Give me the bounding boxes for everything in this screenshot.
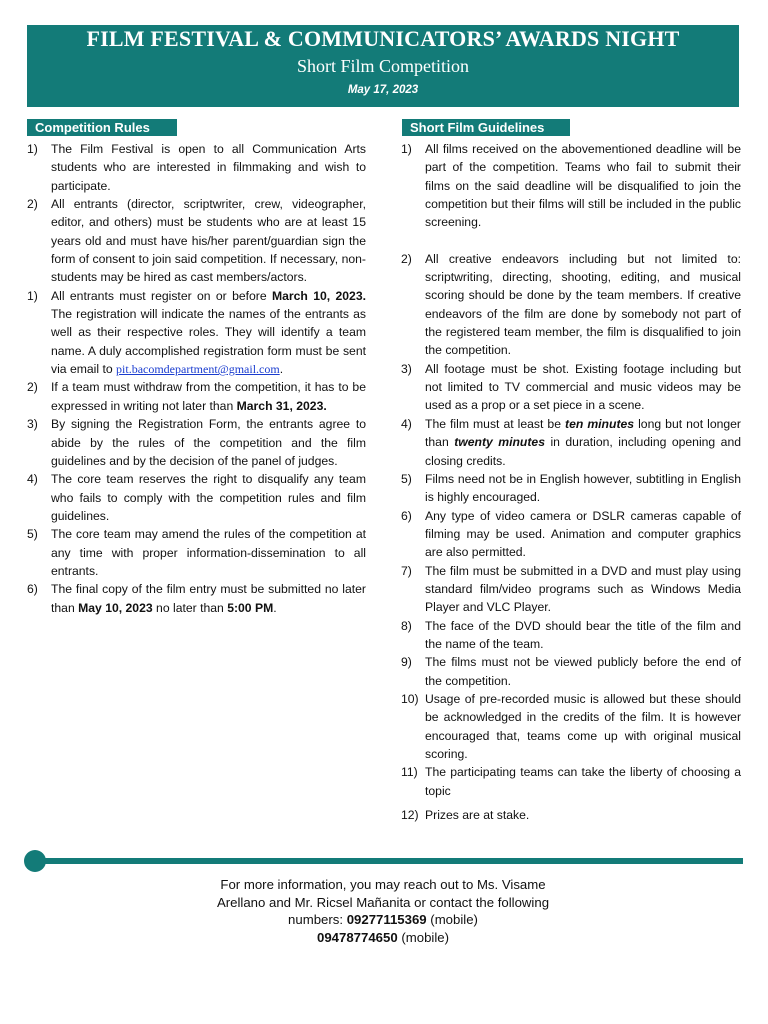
rule-item-number: 6) [27,582,38,597]
guideline-item-number: 1) [401,142,412,156]
guideline-item-text: Films need not be in English however, subtitling in English is highly encouraged. [425,471,741,505]
guideline-item-number: 2) [401,251,412,266]
guideline-item [401,690,741,763]
guideline-item-text: All footage must be shot. Existing footage including but not limited to TV commercial and music videos may be used as a prop or a set piece in a scene. [425,361,741,413]
guideline-item [401,562,741,617]
email-link[interactable]: pit.bacomdepartment@gmail.com [116,362,280,377]
rule-item-number: 1) [27,142,38,156]
contact-footer [150,876,616,946]
guideline-item-text: Prizes are at stake. [425,808,530,823]
guideline-item-number: 9) [401,655,412,670]
guideline-item-text: The participating teams can take the liberty of choosing a topic [425,765,741,798]
rule-item-text: The core team may amend the rules of the competition at any time with proper information-dissemination to all entrants. [51,527,366,578]
rule-item-number: 1) [27,288,38,303]
contact-line-2: Arellano and Mr. Ricsel Mañanita or contact the following [216,894,550,910]
rule-item [27,195,366,287]
short-film-guidelines-column [401,140,741,824]
event-date: May 17, 2023 [347,84,419,96]
contact-line-4 [150,929,616,947]
rule-item-text: May 10, 2023 [78,600,153,615]
rule-item [27,580,366,617]
short-film-guidelines-list [401,140,741,824]
rule-item-text: 5:00 PM [227,600,274,615]
rule-item [27,287,366,379]
guideline-item [401,763,741,800]
guideline-item [401,507,741,562]
mobile-label-1: (mobile) [426,912,478,927]
rule-item-text: The registration will indicate the names of the entrants as well as their respective roles. They will identify a team name. A duly accomplished registration form must be sent via email to [51,307,366,377]
guideline-item-number: 12) [401,808,419,823]
guideline-item-number: 3) [401,361,412,376]
rule-item-text: March 31, 2023. [236,398,327,413]
guideline-item-text: Usage of pre-recorded music is allowed but these should be acknowledged in the credits of the film. It is however encouraged that, teams come up with original musical scoring. [425,691,741,761]
guideline-item-text: The films must not be viewed publicly before the end of the competition. [425,655,741,688]
rule-item-text: By signing the Registration Form, the entrants agree to abide by the rules of the competition and the film guidelines and by the decision of the panel of judges. [51,417,366,468]
rule-item-text: All entrants (director, scriptwriter, crew, videographer, editor, and others) must be students who are at least 15 years old and must have his/her parent/guardian sign the form of consent to join said competition. If necessary, non-students may be hired as cast members/actors. [51,197,366,285]
divider-line [36,858,743,864]
guideline-item [401,415,741,470]
guideline-item-text: twenty minutes [454,435,545,450]
rule-item-text: . [279,362,284,377]
short-film-guidelines-heading: Short Film Guidelines [402,119,570,136]
guideline-item-number: 4) [401,416,412,431]
guideline-item-text: Any type of video camera or DSLR cameras capable of filming may be used. Animation and computer graphics are also permitted. [425,508,741,560]
rule-item-number: 2) [27,380,38,395]
competition-rules-column [27,140,366,617]
guideline-item [401,806,741,824]
contact-line-1: For more information, you may reach out to Ms. Visame [220,877,546,892]
rule-item-number: 3) [27,417,38,432]
guideline-item-number: 8) [401,618,412,633]
rule-item-text: The Film Festival is open to all Communication Arts students who are interested in filmmaking and wish to participate. [51,142,366,193]
rule-item-text: . [273,600,277,615]
guideline-item-text: long but not longer than [425,416,741,450]
guideline-item [401,360,741,415]
rule-item-text: All entrants must register on or before [51,288,272,303]
rule-item-number: 2) [27,197,38,212]
guideline-item [401,250,741,360]
guideline-item-text: All films received on the abovementioned deadline will be part of the competition. Teams who fail to submit their films on the said deadline will be disqualified to join the competition but their films will still be included in the public screening. [425,142,741,230]
rule-item [27,140,366,195]
guideline-item-number: 6) [401,508,412,523]
guideline-item [401,470,741,507]
rule-item [27,415,366,470]
rule-item-number: 5) [27,527,38,542]
guideline-item-number: 10) [401,691,419,706]
competition-rules-heading: Competition Rules [27,119,177,136]
guideline-item-text: ten minutes [565,416,635,431]
numbers-label: numbers: [288,912,347,927]
mobile-label-2: (mobile) [397,929,449,945]
rule-item-number: 4) [27,472,38,487]
event-title: FILM FESTIVAL & COMMUNICATORS’ AWARDS NIGHT [86,26,680,51]
guideline-item [401,653,741,690]
guideline-item-text: The face of the DVD should bear the title of the film and the name of the team. [425,618,741,651]
rule-item-text: no later than [152,600,228,615]
rule-item-text: The core team reserves the right to disqualify any team who fails to comply with the competition rules and film guidelines. [51,472,366,523]
rule-item [27,470,366,525]
guideline-item-number: 7) [401,563,412,578]
rule-item-text: March 10, 2023. [271,288,366,303]
guideline-item [401,140,741,232]
rule-item-text: If a team must withdraw from the competition, it has to be expressed in writing not later than [51,380,366,413]
guideline-item-number: 11) [401,765,418,780]
rule-item [27,525,366,580]
phone-number-1[interactable]: 09277115369 [346,912,427,927]
guideline-item-number: 5) [401,471,412,486]
rule-item-text: The final copy of the film entry must be submitted no later than [51,582,366,615]
guideline-item-text: in duration, including opening and closing credits. [425,435,742,468]
phone-number-2[interactable]: 09478774650 [317,929,398,945]
competition-rules-list [27,140,366,617]
guideline-item-text: All creative endeavors including but not limited to: scriptwriting, directing, shooting, editing, and musical scoring should be done by the team members. If creative endeavors of the film are done by somebody not part of the registered team member, the film is disqualified to join the competition. [425,251,741,358]
guideline-item-text: The film must at least be [425,416,566,431]
rule-item [27,378,366,415]
guideline-item [401,617,741,654]
guideline-item-text: The film must be submitted in a DVD and must play using standard film/video programs such as Windows Media Player and VLC Player. [425,563,741,615]
contact-line-3 [150,911,616,929]
title-banner [27,25,739,107]
event-subtitle: Short Film Competition [296,56,470,76]
